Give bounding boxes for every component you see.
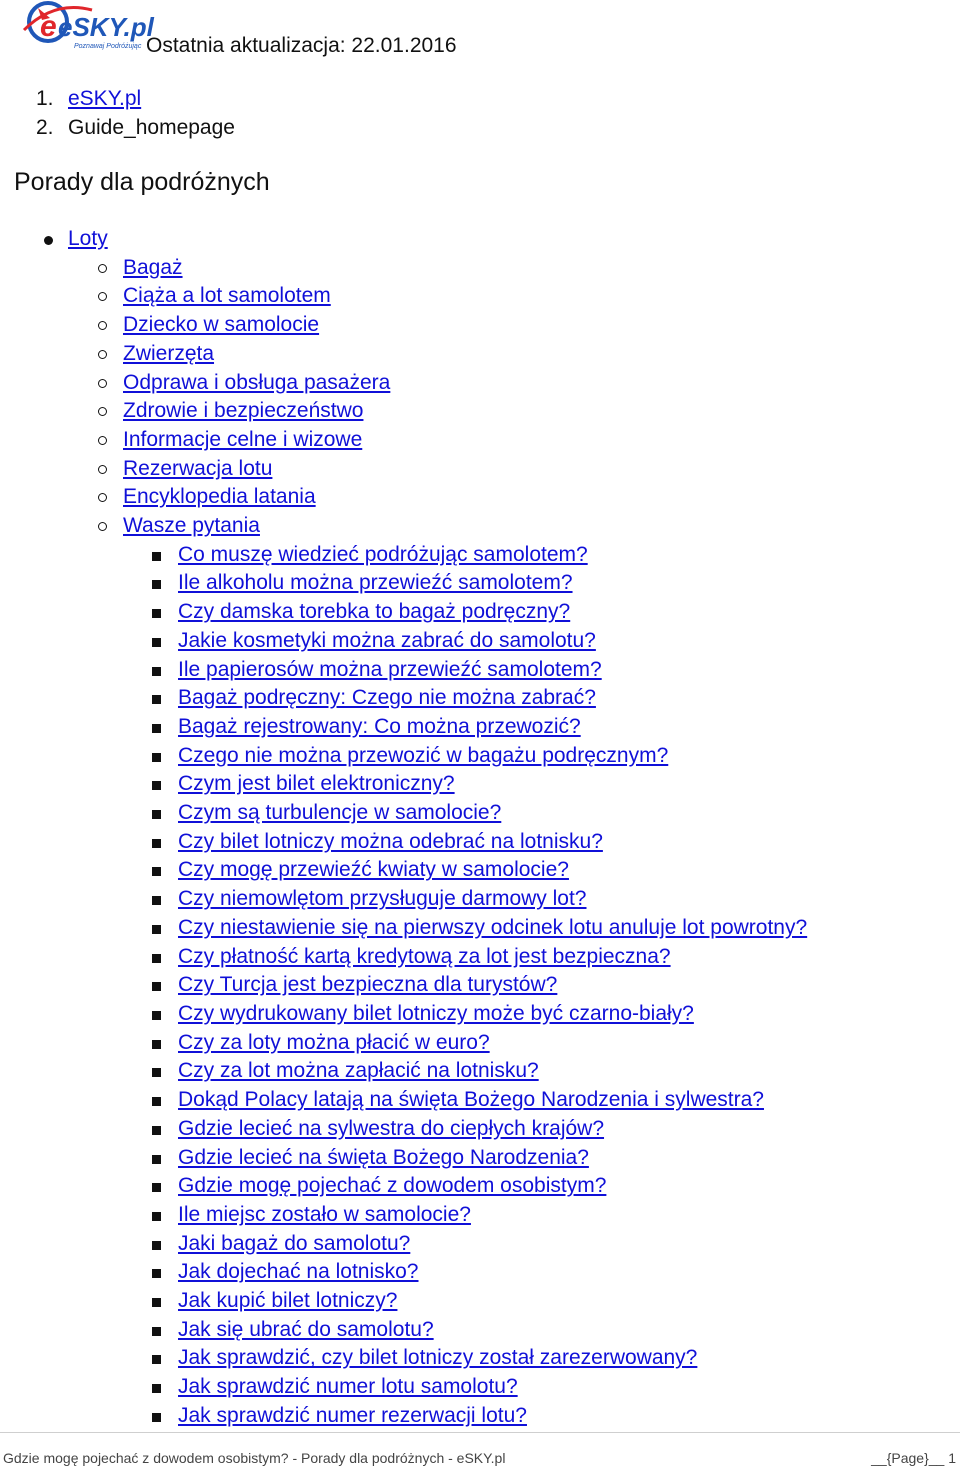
category-link[interactable]: Odprawa i obsługa pasażera <box>123 370 391 394</box>
esky-logo[interactable] <box>14 0 154 52</box>
question-link[interactable]: Bagaż podręczny: Czego nie można zabrać? <box>178 686 596 710</box>
category-link[interactable]: Informacje celne i wizowe <box>123 427 363 451</box>
breadcrumb-number: 2. <box>36 116 54 139</box>
breadcrumb-number: 1. <box>36 87 54 110</box>
question-item[interactable] <box>0 856 807 885</box>
nav-item-loty[interactable] <box>0 225 807 254</box>
question-item[interactable] <box>0 1144 807 1173</box>
circle-bullet-icon <box>98 350 107 359</box>
question-link[interactable]: Jak się ubrać do samolotu? <box>178 1317 434 1341</box>
footer-page-number: __{Page}__ 1 <box>871 1450 956 1466</box>
square-bullet-icon <box>152 1097 161 1106</box>
question-link[interactable]: Jak sprawdzić, czy bilet lotniczy został zarezerwowany? <box>178 1346 698 1370</box>
question-link[interactable]: Czy mogę przewieźć kwiaty w samolocie? <box>178 858 569 882</box>
question-link[interactable]: Czy niemowlętom przysługuje darmowy lot? <box>178 887 587 911</box>
circle-bullet-icon <box>98 407 107 416</box>
question-link[interactable]: Czy wydrukowany bilet lotniczy może być czarno-biały? <box>178 1001 694 1025</box>
square-bullet-icon <box>152 781 161 790</box>
question-item[interactable] <box>0 799 807 828</box>
square-bullet-icon <box>152 753 161 762</box>
question-link[interactable]: Gdzie lecieć na święta Bożego Narodzenia? <box>178 1145 589 1169</box>
square-bullet-icon <box>152 896 161 905</box>
category-link[interactable]: Wasze pytania <box>123 514 260 538</box>
square-bullet-icon <box>152 1155 161 1164</box>
square-bullet-icon <box>152 1040 161 1049</box>
question-item[interactable] <box>0 1201 807 1230</box>
square-bullet-icon <box>152 724 161 733</box>
question-link[interactable]: Jak sprawdzić numer rezerwacji lotu? <box>178 1403 527 1427</box>
square-bullet-icon <box>152 1269 161 1278</box>
footer-page-title: Gdzie mogę pojechać z dowodem osobistym? - Porady dla podróżnych - eSKY.pl <box>3 1450 506 1466</box>
square-bullet-icon <box>152 552 161 561</box>
circle-bullet-icon <box>98 465 107 474</box>
question-link[interactable]: Bagaż rejestrowany: Co można przewozić? <box>178 714 581 738</box>
square-bullet-icon <box>152 1413 161 1422</box>
question-item[interactable] <box>0 742 807 771</box>
category-link[interactable]: Encyklopedia latania <box>123 485 316 509</box>
question-item[interactable] <box>0 914 807 943</box>
question-link[interactable]: Jak dojechać na lotnisko? <box>178 1260 419 1284</box>
question-link[interactable]: Czym jest bilet elektroniczny? <box>178 772 455 796</box>
category-item[interactable] <box>0 426 807 455</box>
category-item[interactable] <box>0 311 807 340</box>
square-bullet-icon <box>152 1355 161 1364</box>
question-link[interactable]: Ile miejsc zostało w samolocie? <box>178 1202 471 1226</box>
question-item[interactable] <box>0 1086 807 1115</box>
question-link[interactable]: Czy za loty można płacić w euro? <box>178 1030 490 1054</box>
question-link[interactable]: Czy za lot można zapłacić na lotnisku? <box>178 1059 539 1083</box>
question-link[interactable]: Czy bilet lotniczy można odebrać na lotnisku? <box>178 829 603 853</box>
category-item[interactable] <box>0 282 807 311</box>
category-item[interactable] <box>0 340 807 369</box>
square-bullet-icon <box>152 609 161 618</box>
square-bullet-icon <box>152 1011 161 1020</box>
category-link[interactable]: Rezerwacja lotu <box>123 456 273 480</box>
question-item[interactable] <box>0 1258 807 1287</box>
question-item[interactable] <box>0 1172 807 1201</box>
question-item[interactable] <box>0 569 807 598</box>
category-item[interactable] <box>0 254 807 283</box>
question-item[interactable] <box>0 627 807 656</box>
disc-bullet-icon <box>44 236 53 245</box>
square-bullet-icon <box>152 1183 161 1192</box>
question-item[interactable] <box>0 943 807 972</box>
category-item[interactable] <box>0 397 807 426</box>
question-item[interactable] <box>0 1402 807 1431</box>
circle-bullet-icon <box>98 292 107 301</box>
square-bullet-icon <box>152 1298 161 1307</box>
question-item[interactable] <box>0 1029 807 1058</box>
square-bullet-icon <box>152 1212 161 1221</box>
question-item[interactable] <box>0 828 807 857</box>
category-link[interactable]: Dziecko w samolocie <box>123 313 320 337</box>
category-item[interactable] <box>0 483 807 512</box>
square-bullet-icon <box>152 1327 161 1336</box>
square-bullet-icon <box>152 580 161 589</box>
circle-bullet-icon <box>98 436 107 445</box>
square-bullet-icon <box>152 954 161 963</box>
question-item[interactable] <box>0 541 807 570</box>
question-link[interactable]: Czy płatność kartą kredytową za lot jest bezpieczna? <box>178 944 671 968</box>
guide-navigation <box>0 225 807 1431</box>
question-link[interactable]: Czym są turbulencje w samolocie? <box>178 801 502 825</box>
square-bullet-icon <box>152 667 161 676</box>
square-bullet-icon <box>152 839 161 848</box>
square-bullet-icon <box>152 1384 161 1393</box>
logo-tagline: Poznawaj Podróżując <box>74 43 142 50</box>
breadcrumb-item <box>36 113 235 142</box>
question-item[interactable] <box>0 971 807 1000</box>
last-update-text: Ostatnia aktualizacja: 22.01.2016 <box>146 34 457 57</box>
question-item[interactable] <box>0 684 807 713</box>
question-link[interactable]: Gdzie lecieć na sylwestra do ciepłych krajów? <box>178 1116 605 1140</box>
question-item[interactable] <box>0 1344 807 1373</box>
circle-bullet-icon <box>98 522 107 531</box>
question-link[interactable]: Czego nie można przewozić w bagażu podręcznym? <box>178 743 669 767</box>
square-bullet-icon <box>152 925 161 934</box>
question-link[interactable]: Jak sprawdzić numer lotu samolotu? <box>178 1375 518 1399</box>
category-item[interactable] <box>0 369 807 398</box>
question-list <box>0 541 807 1431</box>
question-link[interactable]: Ile alkoholu można przewieźć samolotem? <box>178 571 573 595</box>
question-link[interactable]: Jaki bagaż do samolotu? <box>178 1231 411 1255</box>
question-item[interactable] <box>0 656 807 685</box>
question-item[interactable] <box>0 1287 807 1316</box>
question-item[interactable] <box>0 1373 807 1402</box>
category-link[interactable]: Ciąża a lot samolotem <box>123 284 331 308</box>
square-bullet-icon <box>152 810 161 819</box>
category-item[interactable] <box>0 455 807 484</box>
nav-link-loty[interactable]: Loty <box>68 227 108 250</box>
square-bullet-icon <box>152 867 161 876</box>
circle-bullet-icon <box>98 264 107 273</box>
question-link[interactable]: Ile papierosów można przewieźć samolotem? <box>178 657 602 681</box>
circle-bullet-icon <box>98 379 107 388</box>
question-link[interactable]: Gdzie mogę pojechać z dowodem osobistym? <box>178 1174 607 1198</box>
category-item[interactable] <box>0 512 807 541</box>
question-item[interactable] <box>0 1115 807 1144</box>
question-item[interactable] <box>0 1316 807 1345</box>
question-item[interactable] <box>0 1000 807 1029</box>
breadcrumb-item[interactable] <box>36 84 235 113</box>
question-link[interactable]: Czy niestawienie się na pierwszy odcinek lotu anuluje lot powrotny? <box>178 915 808 939</box>
question-link[interactable]: Co muszę wiedzieć podróżując samolotem? <box>178 542 588 566</box>
svg-text:e: e <box>40 10 57 43</box>
category-link[interactable]: Zwierzęta <box>123 341 215 365</box>
question-link[interactable]: Jakie kosmetyki można zabrać do samolotu? <box>178 628 596 652</box>
square-bullet-icon <box>152 982 161 991</box>
question-link[interactable]: Jak kupić bilet lotniczy? <box>178 1289 398 1313</box>
square-bullet-icon <box>152 1241 161 1250</box>
category-link[interactable]: Zdrowie i bezpieczeństwo <box>123 399 364 423</box>
category-list <box>0 254 807 541</box>
footer-divider <box>0 1432 960 1433</box>
question-item[interactable] <box>0 1057 807 1086</box>
category-link[interactable]: Bagaż <box>123 255 183 279</box>
question-item[interactable] <box>0 713 807 742</box>
square-bullet-icon <box>152 638 161 647</box>
circle-bullet-icon <box>98 321 107 330</box>
square-bullet-icon <box>152 1126 161 1135</box>
question-link[interactable]: Czy Turcja jest bezpieczna dla turystów? <box>178 973 558 997</box>
question-item[interactable] <box>0 770 807 799</box>
question-link[interactable]: Czy damska torebka to bagaż podręczny? <box>178 600 571 624</box>
question-link[interactable]: Dokąd Polacy latają na święta Bożego Narodzenia i sylwestra? <box>178 1088 764 1112</box>
logo-wordmark: eSKY.pl <box>58 12 154 42</box>
breadcrumb-link-esky[interactable]: eSKY.pl <box>68 87 142 110</box>
breadcrumb-current: Guide_homepage <box>68 116 235 139</box>
question-item[interactable] <box>0 885 807 914</box>
circle-bullet-icon <box>98 493 107 502</box>
question-item[interactable] <box>0 1230 807 1259</box>
page-title: Porady dla podróżnych <box>14 168 270 196</box>
square-bullet-icon <box>152 695 161 704</box>
question-item[interactable] <box>0 598 807 627</box>
breadcrumb <box>36 84 235 142</box>
square-bullet-icon <box>152 1068 161 1077</box>
